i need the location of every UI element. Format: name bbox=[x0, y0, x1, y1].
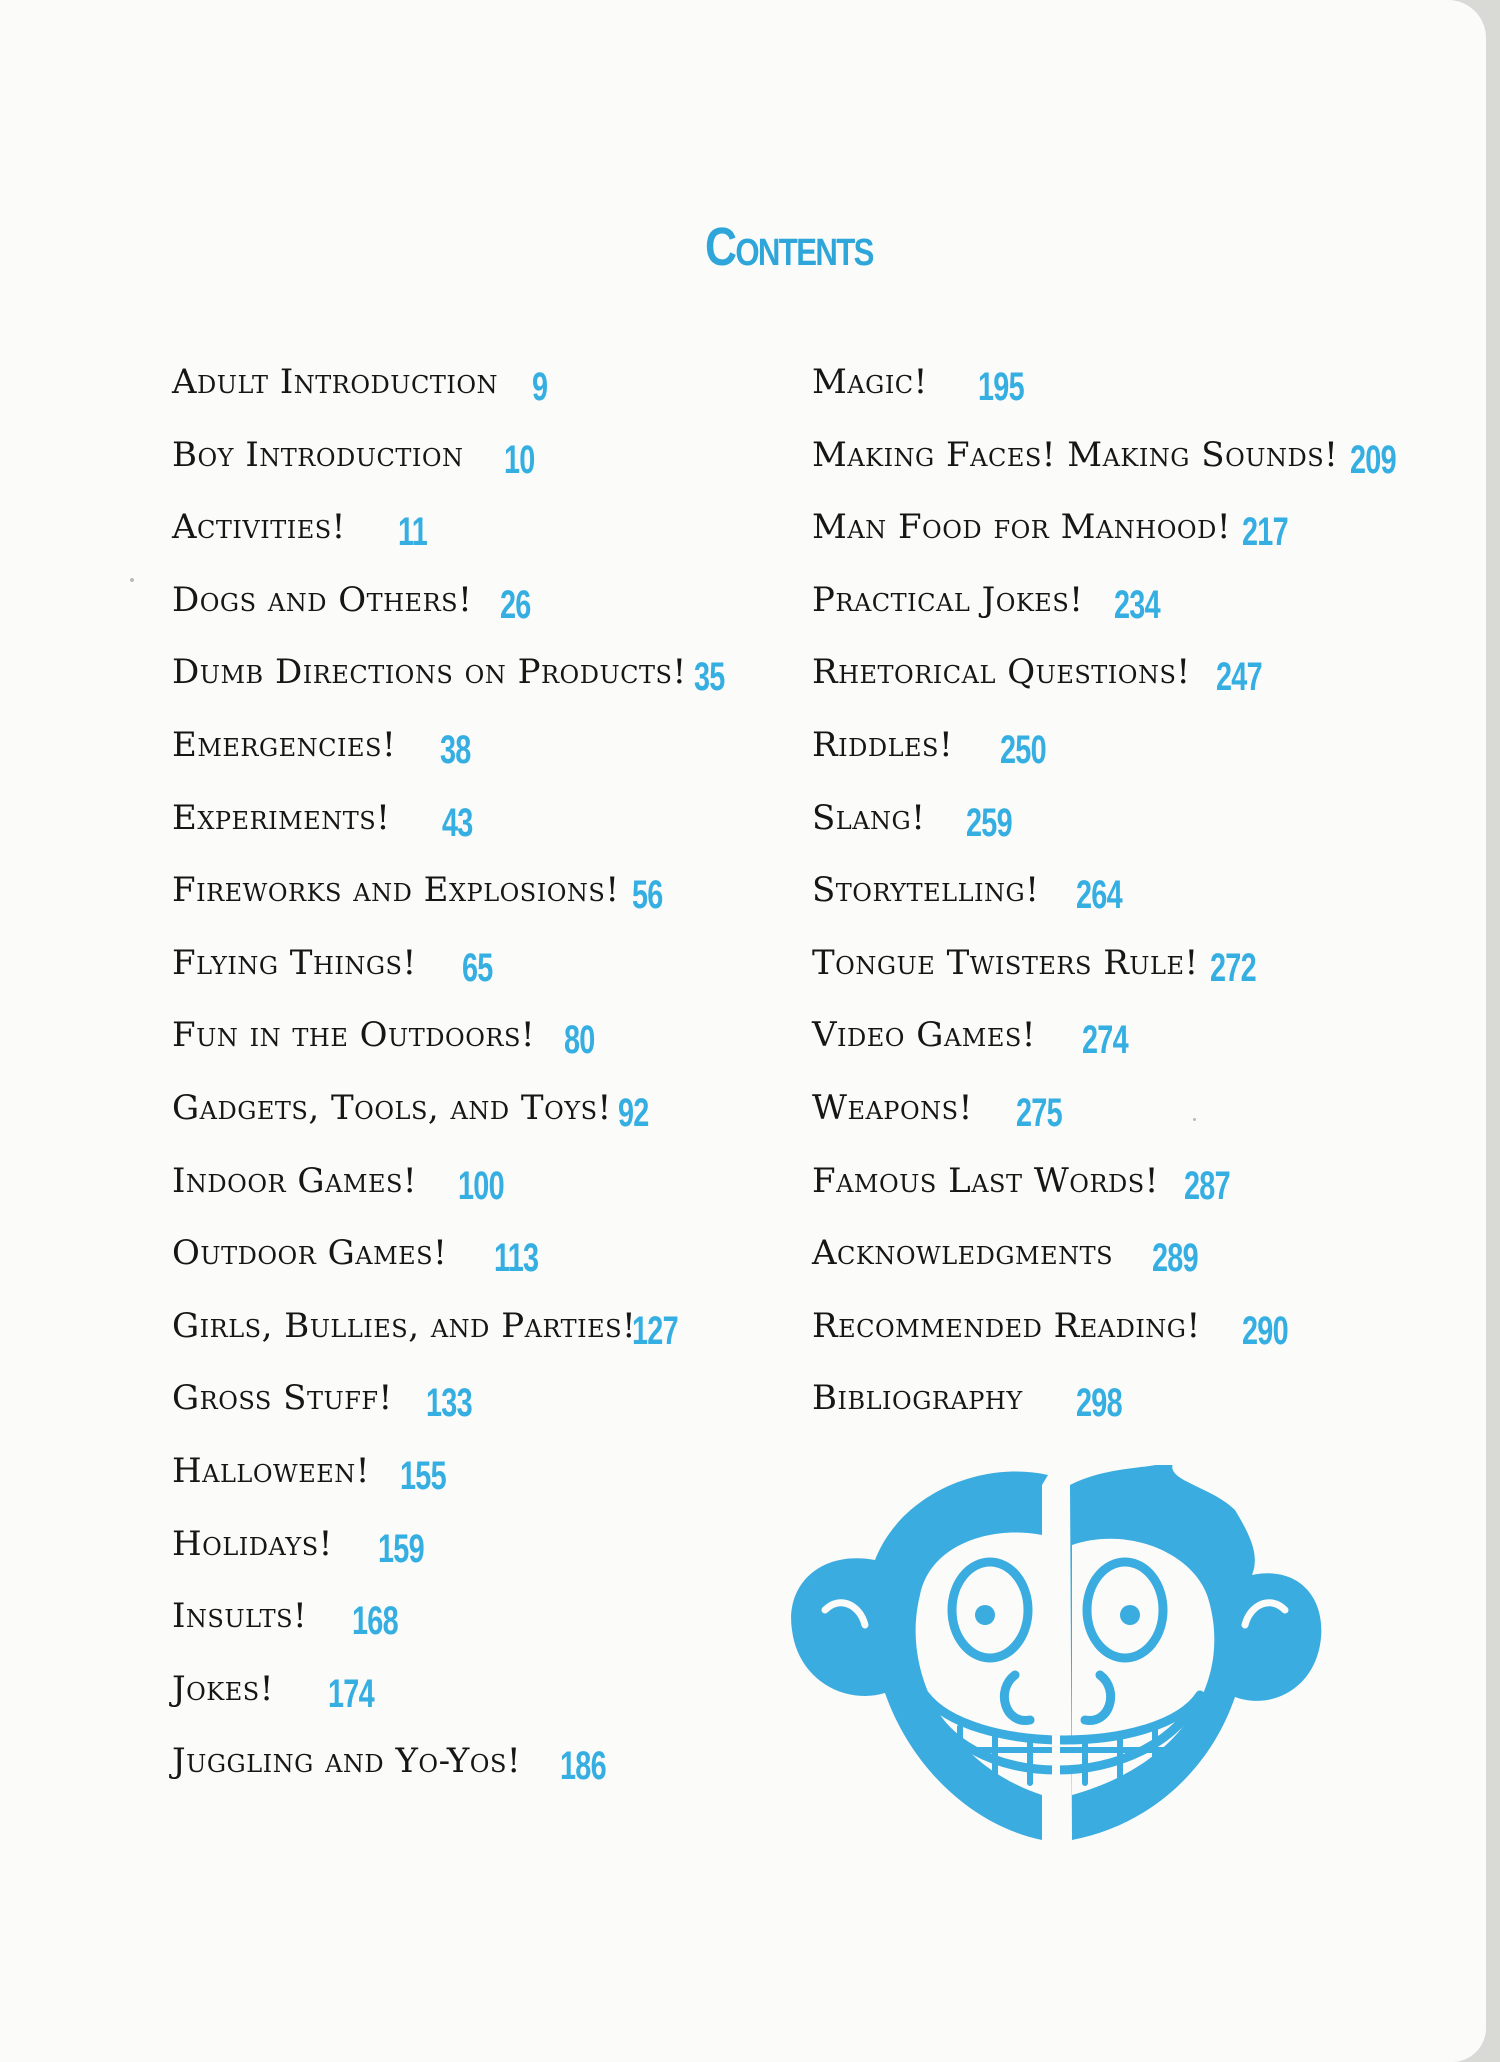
toc-page-number: 174 bbox=[328, 1671, 374, 1716]
toc-entry bbox=[172, 1523, 424, 1571]
toc-entry bbox=[172, 1160, 504, 1208]
toc-page-number: 234 bbox=[1114, 582, 1160, 627]
toc-page-number: 26 bbox=[500, 582, 531, 627]
toc-page-number: 290 bbox=[1242, 1308, 1288, 1353]
toc-entry bbox=[812, 1015, 1128, 1063]
toc-page-number: 287 bbox=[1184, 1163, 1230, 1208]
toc-entry-label: Girls, Bullies, and Parties! bbox=[172, 1305, 637, 1346]
toc-entry bbox=[172, 579, 531, 627]
toc-entry-label: Recommended Reading! bbox=[812, 1305, 1201, 1346]
toc-entry bbox=[172, 725, 471, 772]
toc-entry-label: Juggling and Yo-Yos! bbox=[172, 1741, 522, 1782]
toc-entry bbox=[812, 1305, 1288, 1353]
toc-entry bbox=[172, 797, 473, 845]
toc-entry-label: Holidays! bbox=[172, 1523, 333, 1564]
toc-entry bbox=[172, 1305, 678, 1353]
toc-entry-label: Outdoor Games! bbox=[172, 1233, 448, 1274]
toc-entry-label: Bibliography bbox=[812, 1378, 1023, 1419]
toc-page-number: 92 bbox=[618, 1091, 649, 1135]
toc-entry bbox=[172, 1596, 398, 1644]
toc-entry bbox=[812, 1233, 1198, 1281]
toc-entry-label: Storytelling! bbox=[812, 870, 1040, 911]
toc-entry bbox=[172, 434, 535, 482]
toc-entry-label: Emergencies! bbox=[172, 725, 397, 765]
toc-entry bbox=[812, 1160, 1230, 1208]
toc-entry bbox=[812, 942, 1256, 990]
toc-entry-label: Experiments! bbox=[172, 797, 391, 838]
toc-page-number: 217 bbox=[1242, 510, 1288, 555]
toc-entry-label: Man Food for Manhood! bbox=[812, 507, 1231, 548]
speck bbox=[130, 578, 134, 582]
toc-entry bbox=[172, 1015, 595, 1063]
toc-entry bbox=[812, 507, 1288, 555]
toc-entry-label: Tongue Twisters Rule! bbox=[812, 942, 1199, 983]
toc-page-number: 195 bbox=[978, 365, 1024, 409]
toc-entry bbox=[172, 1741, 606, 1789]
toc-page-number: 250 bbox=[1000, 728, 1046, 772]
toc-entry-label: Famous Last Words! bbox=[812, 1160, 1159, 1201]
toc-entry bbox=[812, 652, 1262, 700]
toc-entry-label: Weapons! bbox=[812, 1088, 973, 1128]
toc-entry bbox=[172, 942, 493, 990]
toc-entry-label: Flying Things! bbox=[172, 942, 417, 983]
toc-page-number: 159 bbox=[378, 1526, 424, 1571]
toc-entry-label: Jokes! bbox=[172, 1668, 274, 1709]
toc-entry bbox=[812, 362, 1024, 409]
toc-entry-label: Riddles! bbox=[812, 725, 954, 765]
toc-page-number: 247 bbox=[1216, 655, 1262, 700]
toc-entry bbox=[172, 507, 428, 555]
toc-page-number: 43 bbox=[442, 800, 473, 845]
toc-entry-label: Slang! bbox=[812, 797, 926, 838]
toc-entry bbox=[812, 797, 1012, 845]
toc-entry-label: Adult Introduction bbox=[172, 362, 498, 402]
toc-entry bbox=[172, 1233, 539, 1281]
speck bbox=[1193, 1118, 1196, 1121]
toc-entry-label: Activities! bbox=[172, 507, 346, 548]
toc-page-number: 10 bbox=[504, 437, 535, 482]
toc-entry-label: Dumb Directions on Products! bbox=[172, 652, 687, 693]
toc-page-number: 56 bbox=[632, 873, 663, 918]
toc-entry-label: Gross Stuff! bbox=[172, 1378, 393, 1419]
toc-entry bbox=[172, 870, 663, 918]
toc-entry bbox=[812, 870, 1122, 918]
toc-page-number: 155 bbox=[400, 1454, 446, 1498]
toc-entry bbox=[172, 1668, 374, 1716]
toc-entry-label: Indoor Games! bbox=[172, 1160, 418, 1201]
toc-page-number: 186 bbox=[560, 1744, 606, 1789]
toc-page-number: 274 bbox=[1082, 1018, 1128, 1063]
toc-page-number: 259 bbox=[966, 800, 1012, 845]
toc-entry-label: Acknowledgments bbox=[812, 1233, 1114, 1274]
toc-entry bbox=[172, 1451, 446, 1498]
toc-page-number: 298 bbox=[1076, 1381, 1122, 1426]
toc-page-number: 289 bbox=[1152, 1236, 1198, 1281]
toc-entry-label: Gadgets, Tools, and Toys! bbox=[172, 1088, 612, 1128]
toc-entry bbox=[172, 1378, 472, 1426]
toc-page-number: 35 bbox=[694, 655, 725, 700]
toc-page-number: 113 bbox=[494, 1236, 539, 1281]
toc-entry bbox=[172, 652, 725, 700]
toc-entry bbox=[812, 434, 1396, 482]
toc-page-number: 65 bbox=[462, 945, 493, 990]
toc-page-number: 9 bbox=[532, 365, 548, 409]
toc-entry-label: Insults! bbox=[172, 1596, 308, 1637]
toc-entry-label: Practical Jokes! bbox=[812, 579, 1084, 620]
toc-entry bbox=[812, 725, 1046, 772]
toc-entry-label: Halloween! bbox=[172, 1451, 370, 1491]
toc-entry-label: Fireworks and Explosions! bbox=[172, 870, 620, 911]
toc-page-number: 80 bbox=[564, 1018, 595, 1063]
toc-entry-label: Magic! bbox=[812, 362, 928, 402]
toc-page-number: 100 bbox=[458, 1163, 504, 1208]
toc-page-number: 127 bbox=[632, 1308, 678, 1353]
toc-page-number: 38 bbox=[440, 728, 471, 772]
toc-page-number: 264 bbox=[1076, 873, 1122, 918]
toc-entry-label: Video Games! bbox=[812, 1015, 1036, 1056]
toc-page-number: 168 bbox=[352, 1599, 398, 1644]
toc-entry-label: Fun in the Outdoors! bbox=[172, 1015, 536, 1056]
toc-page-number: 209 bbox=[1350, 437, 1396, 482]
toc-page-number: 133 bbox=[426, 1381, 472, 1426]
monkey-face-icon bbox=[780, 1465, 1340, 1855]
toc-page-number: 275 bbox=[1016, 1091, 1062, 1135]
toc-entry-label: Making Faces! Making Sounds! bbox=[812, 434, 1339, 475]
toc-entry bbox=[172, 362, 548, 409]
page-title: Contents bbox=[705, 217, 873, 277]
toc-entry bbox=[172, 1088, 649, 1135]
toc-entry-label: Boy Introduction bbox=[172, 434, 464, 475]
toc-page-number: 272 bbox=[1210, 945, 1256, 990]
toc-entry bbox=[812, 1378, 1122, 1426]
toc-entry-label: Rhetorical Questions! bbox=[812, 652, 1191, 693]
toc-entry bbox=[812, 1088, 1062, 1135]
toc-entry-label: Dogs and Others! bbox=[172, 579, 473, 620]
toc-page-number: 11 bbox=[398, 510, 428, 555]
toc-entry bbox=[812, 579, 1160, 627]
